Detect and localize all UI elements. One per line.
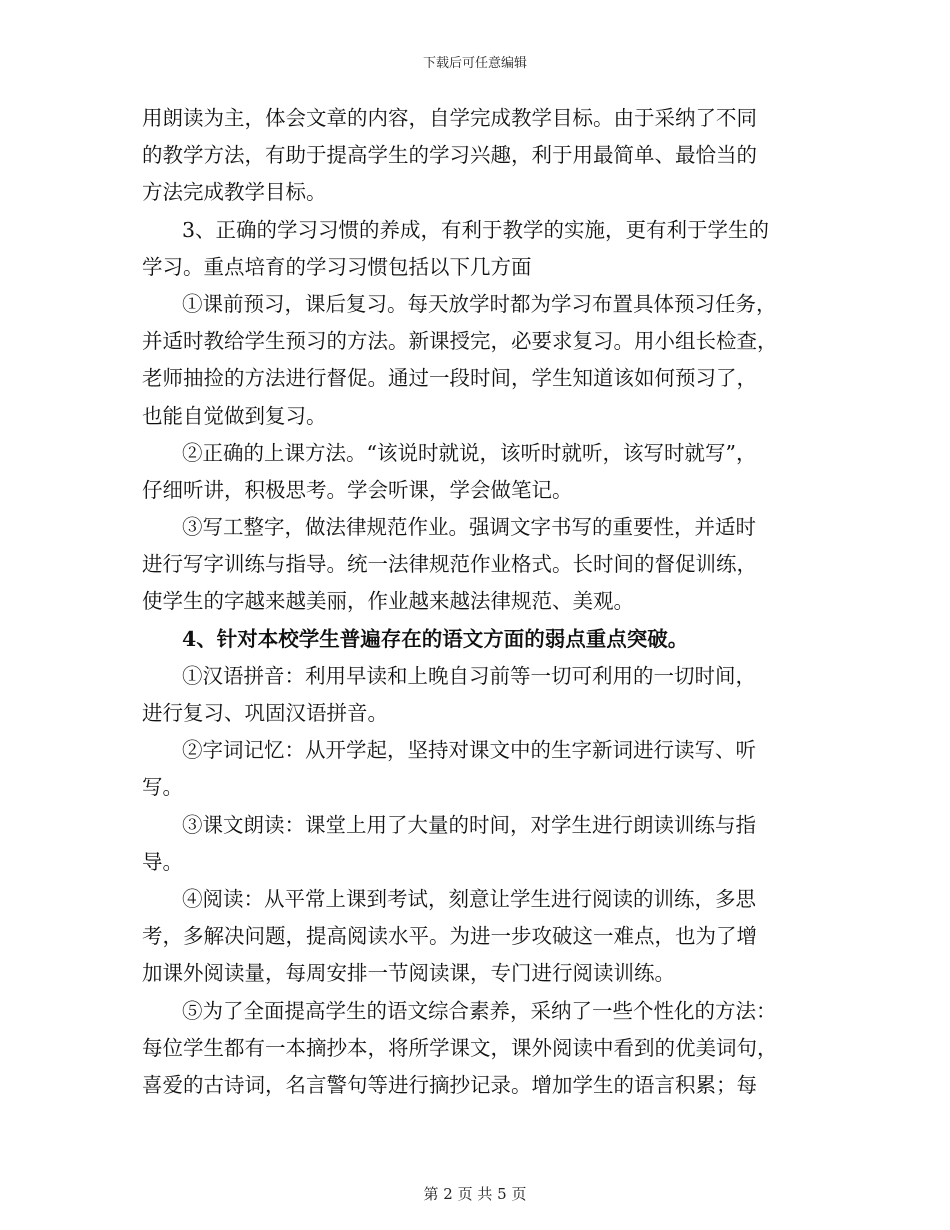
document-body xyxy=(142,100,812,1104)
paragraph-line: 喜爱的古诗词，名言警句等进行摘抄记录。增加学生的语言积累；每 xyxy=(142,1072,757,1097)
paragraph-line: 每位学生都有一本摘抄本，将所学课文，课外阅读中看到的优美词句， xyxy=(142,1035,778,1060)
paragraph-line: ①课前预习，课后复习。每天放学时都为学习布置具体预习任务， xyxy=(182,291,777,316)
paragraph-line: 写。 xyxy=(142,775,183,800)
section-heading: 4、针对本校学生普遍存在的语文方面的弱点重点突破。 xyxy=(182,626,689,651)
paragraph-line: ④阅读：从平常上课到考试，刻意让学生进行阅读的训练，多思 xyxy=(182,886,756,911)
paragraph-line: 老师抽捡的方法进行督促。通过一段时间，学生知道该如何预习了， xyxy=(142,366,757,391)
paragraph-line: 3、正确的学习习惯的养成，有利于教学的实施，更有利于学生的 xyxy=(182,217,770,242)
paragraph-line: 导。 xyxy=(142,849,183,874)
paragraph-line: ②字词记忆：从开学起，坚持对课文中的生字新词进行读写、听 xyxy=(182,738,756,763)
paragraph-line: 也能自觉做到复习。 xyxy=(142,403,327,428)
paragraph-line: 并适时教给学生预习的方法。新课授完，必要求复习。用小组长检查， xyxy=(142,329,778,354)
page-header: 下载后可任意编辑 xyxy=(422,56,527,71)
paragraph-line: 使学生的字越来越美丽，作业越来越法律规范、美观。 xyxy=(142,589,634,614)
paragraph-line: 加课外阅读量，每周安排一节阅读课，专门进行阅读训练。 xyxy=(142,961,675,986)
paragraph-line: ③写工整字，做法律规范作业。强调文字书写的重要性，并适时 xyxy=(182,515,756,540)
paragraph-line: ③课文朗读：课堂上用了大量的时间，对学生进行朗读训练与指 xyxy=(182,812,756,837)
page-footer: 第 2 页 共 5 页 xyxy=(423,1185,527,1203)
paragraph-line: 学习。重点培育的学习习惯包括以下几方面 xyxy=(142,254,532,279)
paragraph-line: 的教学方法，有助于提高学生的学习兴趣，利于用最简单、最恰当的 xyxy=(142,143,757,168)
paragraph-line: 进行复习、巩固汉语拼音。 xyxy=(142,701,388,725)
paragraph-line: ⑤为了全面提高学生的语文综合素养，采纳了一些个性化的方法： xyxy=(182,998,777,1023)
paragraph-line: 方法完成教学目标。 xyxy=(142,180,327,205)
paragraph-line: 进行写字训练与指导。统一法律规范作业格式。长时间的督促训练， xyxy=(142,552,757,577)
paragraph-line: 用朗读为主，体会文章的内容，自学完成教学目标。由于采纳了不同 xyxy=(142,106,757,130)
paragraph-line: 仔细听讲，积极思考。学会听课，学会做笔记。 xyxy=(142,477,573,502)
paragraph-line: 考，多解决问题，提高阅读水平。为进一步攻破这一难点，也为了增 xyxy=(142,924,757,949)
paragraph-line: ②正确的上课方法。“该说时就说，该听时就听，该写时就写”， xyxy=(182,440,757,465)
paragraph-line: ①汉语拼音：利用早读和上晚自习前等一切可利用的一切时间， xyxy=(182,663,756,688)
